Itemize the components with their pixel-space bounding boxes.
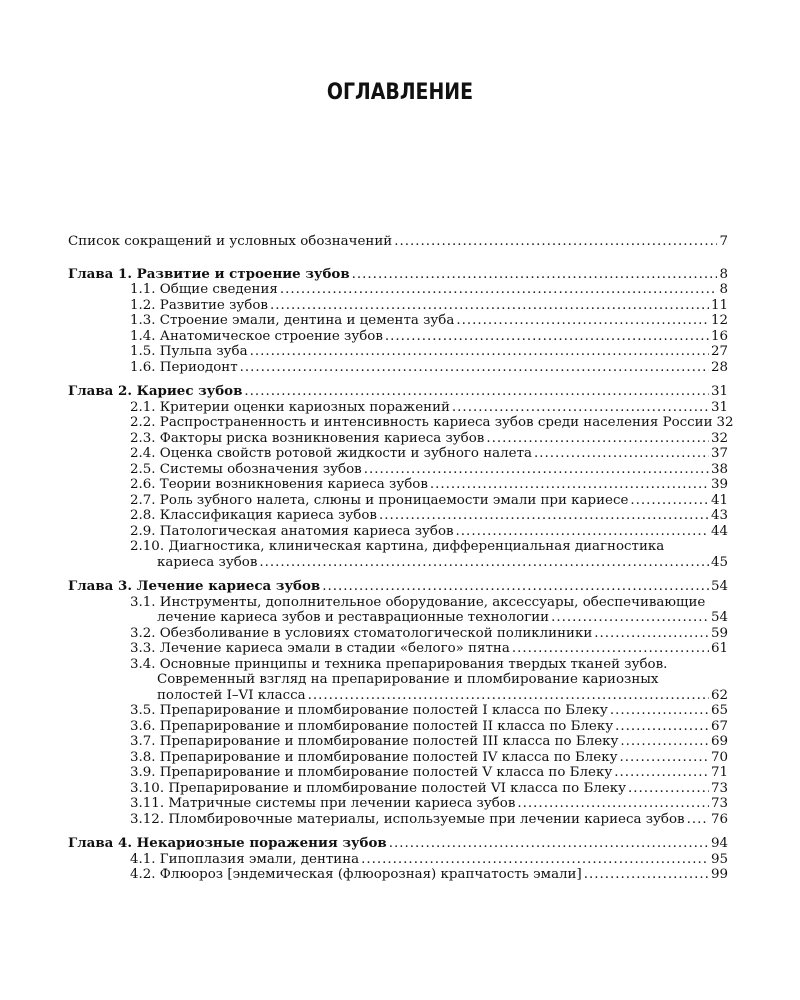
toc-section-title: 3.9. Препарирование и пломбирование полостей V класса по Блеку — [130, 765, 613, 780]
toc-chapter-3[interactable] — [68, 579, 728, 595]
toc-section-title: 2.5. Системы обозначения зубов — [130, 461, 362, 477]
toc-section-title-line: полостей I–VI класса — [157, 687, 306, 703]
toc-chapter-title: Глава 2. Кариес зубов — [68, 383, 243, 399]
toc-page-number: 73 — [710, 780, 728, 796]
toc-section[interactable] — [68, 313, 728, 329]
toc-chapter-2[interactable] — [68, 384, 728, 400]
toc-page-number: 95 — [710, 851, 728, 867]
dot-leader — [280, 282, 718, 298]
toc-section[interactable] — [68, 477, 728, 493]
toc-section[interactable] — [68, 431, 728, 447]
toc-section-title: 1.6. Периодонт — [130, 359, 238, 375]
toc-page-number: 69 — [710, 734, 728, 749]
toc-page-number: 67 — [710, 718, 728, 734]
toc-section-title-line: 2.10. Диагностика, клиническая картина, дифференциальная диагностика — [130, 539, 665, 554]
dot-leader — [687, 812, 709, 828]
dot-leader — [456, 524, 709, 540]
dot-leader — [322, 579, 709, 595]
toc-section-title: 2.9. Патологическая анатомия кариеса зубов — [130, 523, 454, 539]
toc-section[interactable] — [68, 400, 728, 416]
toc-section-title: 3.3. Лечение кариеса эмали в стадии «белого» пятна — [130, 641, 510, 656]
toc-section[interactable] — [68, 360, 728, 376]
dot-leader — [534, 446, 709, 462]
toc-section-title: 2.4. Оценка свойств ротовой жидкости и зубного налета — [130, 446, 532, 461]
toc-section[interactable] — [68, 344, 728, 360]
dot-leader — [551, 610, 709, 626]
toc-page-number: 71 — [710, 765, 728, 780]
toc-page-number: 37 — [710, 446, 728, 461]
toc-section[interactable] — [68, 626, 728, 642]
toc-section[interactable] — [68, 781, 728, 797]
toc-entry-title: Список сокращений и условных обозначений — [68, 234, 393, 249]
toc-section[interactable] — [68, 765, 728, 781]
toc-section-title: 2.3. Факторы риска возникновения кариеса зубов — [130, 430, 485, 446]
page-title: ОГЛАВЛЕНИЕ — [326, 80, 474, 105]
toc-section-title-line: кариеса зубов — [157, 554, 258, 570]
dot-leader — [379, 508, 709, 524]
toc-section[interactable] — [68, 329, 728, 345]
toc-section-title: 3.5. Препарирование и пломбирование полостей I класса по Блеку — [130, 703, 608, 718]
dot-leader — [240, 360, 709, 376]
toc-section-title-line: лечение кариеса зубов и реставрационные технологии — [157, 610, 550, 625]
dot-leader — [619, 750, 708, 766]
toc-section-3-4[interactable] — [68, 657, 728, 704]
dot-leader — [628, 781, 709, 797]
toc-section[interactable] — [68, 852, 728, 868]
toc-page-number: 54 — [710, 610, 728, 625]
toc-page-number: 41 — [710, 492, 728, 508]
dot-leader — [456, 313, 709, 329]
toc-page-number: 32 — [716, 415, 734, 430]
toc-chapter-title: Глава 4. Некариозные поражения зубов — [68, 835, 387, 851]
dot-leader — [610, 703, 709, 719]
dot-leader — [244, 384, 709, 400]
toc-page-number: 99 — [710, 867, 728, 882]
toc-page-number: 45 — [710, 554, 728, 570]
dot-leader — [486, 431, 709, 447]
toc-section-title: 1.2. Развитие зубов — [130, 297, 268, 313]
dot-leader — [615, 719, 709, 735]
toc-page-number: 61 — [710, 641, 728, 656]
dot-leader — [630, 493, 709, 509]
dot-leader — [308, 688, 709, 704]
toc-page-number: 31 — [710, 399, 728, 415]
toc-section-2-10[interactable] — [68, 539, 728, 570]
toc-section-title: 2.6. Теории возникновения кариеса зубов — [130, 477, 428, 492]
dot-leader — [394, 234, 717, 250]
toc-page-number: 8 — [719, 282, 728, 297]
toc-section[interactable] — [68, 446, 728, 462]
toc-page-number: 38 — [710, 461, 728, 477]
toc-section-title: 3.10. Препарирование и пломбирование полостей VI класса по Блеку — [130, 780, 627, 796]
dot-leader — [517, 796, 709, 812]
toc-chapter-title: Глава 1. Развитие и строение зубов — [68, 265, 350, 282]
toc-page-number: 12 — [710, 313, 728, 328]
dot-leader — [512, 641, 709, 657]
toc-section-title: 3.2. Обезболивание в условиях стоматологической поликлиники — [130, 625, 593, 641]
dot-leader — [620, 734, 709, 750]
toc-section[interactable] — [68, 703, 728, 719]
toc-section-title: 3.8. Препарирование и пломбирование полостей IV класса по Блеку — [130, 749, 618, 765]
toc-section[interactable] — [68, 719, 728, 735]
toc-page-number: 11 — [710, 297, 728, 313]
toc-page-number: 8 — [719, 266, 728, 282]
toc-section[interactable] — [68, 493, 728, 509]
toc-section-title: 3.12. Пломбировочные материалы, используемые при лечении кариеса зубов — [130, 811, 685, 827]
toc-page-number: 44 — [710, 523, 728, 539]
toc-section[interactable] — [68, 508, 728, 524]
dot-leader — [259, 555, 709, 571]
toc-section-title-line: 3.1. Инструменты, дополнительное оборудование, аксессуары, обеспечивающие — [130, 594, 706, 610]
toc-section-title: 1.3. Строение эмали, дентина и цемента зуба — [130, 313, 455, 328]
toc-chapter-4[interactable] — [68, 836, 728, 852]
toc-page-number: 70 — [710, 749, 728, 765]
toc-section-title: 4.1. Гипоплазия эмали, дентина — [130, 851, 360, 867]
toc-section-3-1[interactable] — [68, 595, 728, 626]
toc-page-number: 76 — [710, 811, 728, 827]
toc-page-number: 73 — [710, 796, 728, 811]
toc-section[interactable] — [68, 298, 728, 314]
toc-page-number: 32 — [710, 430, 728, 446]
toc-section[interactable] — [68, 641, 728, 657]
toc-section-title: 3.11. Матричные системы при лечении кариеса зубов — [130, 796, 516, 811]
toc-section-title: 2.7. Роль зубного налета, слюны и проницаемости эмали при кариесе — [130, 492, 629, 508]
toc-section-title: 4.2. Флюороз [эндемическая (флюорозная) крапчатость эмали] — [130, 867, 582, 882]
toc-page-number: 28 — [710, 359, 728, 375]
toc-section-title-line: Современный взгляд на препарирование и пломбирование кариозных — [157, 672, 659, 687]
toc-section-title: 1.5. Пульпа зуба — [130, 344, 248, 359]
dot-leader — [250, 344, 709, 360]
toc-section[interactable] — [68, 812, 728, 828]
toc-page-number: 7 — [719, 234, 728, 249]
toc-section-continuation — [130, 610, 728, 626]
toc-section[interactable] — [68, 282, 728, 298]
dot-leader — [614, 765, 709, 781]
toc-section[interactable] — [68, 734, 728, 750]
dot-leader — [389, 836, 709, 852]
toc-page-number: 94 — [710, 836, 728, 851]
toc-section-title: 2.1. Критерии оценки кариозных поражений — [130, 399, 450, 415]
toc-page-number: 54 — [710, 579, 728, 594]
toc-section-title: 2.2. Распространенность и интенсивность кариеса зубов среди населения России — [130, 415, 713, 430]
toc-page-number: 39 — [710, 477, 728, 492]
dot-leader — [452, 400, 709, 416]
toc-section[interactable] — [68, 415, 734, 431]
toc-page-number: 43 — [710, 508, 728, 523]
toc-section-continuation — [130, 688, 728, 704]
dot-leader — [385, 329, 709, 345]
toc-section-title: 1.4. Анатомическое строение зубов — [130, 328, 383, 344]
dot-leader — [430, 477, 709, 493]
toc-section-title: 3.7. Препарирование и пломбирование полостей III класса по Блеку — [130, 734, 619, 749]
toc-page-number: 16 — [710, 328, 728, 344]
toc-section-title: 1.1. Общие сведения — [130, 282, 278, 297]
toc-section-title-line: 3.4. Основные принципы и техника препарирования твердых тканей зубов. — [130, 656, 668, 672]
dot-leader — [270, 298, 709, 314]
dot-leader — [584, 867, 709, 883]
toc-entry-abbreviations[interactable] — [68, 234, 728, 250]
toc-section-title: 3.6. Препарирование и пломбирование полостей II класса по Блеку — [130, 718, 614, 734]
toc-chapter-1[interactable] — [68, 267, 728, 283]
toc-section[interactable] — [68, 462, 728, 478]
toc-section[interactable] — [68, 750, 728, 766]
toc-section-continuation — [130, 555, 728, 571]
dot-leader — [361, 852, 709, 868]
toc-page-number: 62 — [710, 687, 728, 703]
toc-section[interactable] — [68, 524, 728, 540]
toc-page-number: 31 — [710, 384, 728, 399]
dot-leader — [364, 462, 709, 478]
toc-page-number: 65 — [710, 703, 728, 718]
toc-section[interactable] — [68, 796, 728, 812]
dot-leader — [594, 626, 709, 642]
dot-leader — [352, 267, 718, 283]
toc-page-number: 59 — [710, 625, 728, 641]
toc-section[interactable] — [68, 867, 728, 883]
toc-chapter-title: Глава 3. Лечение кариеса зубов — [68, 578, 321, 594]
toc-section-title: 2.8. Классификация кариеса зубов — [130, 508, 377, 523]
toc-page-number: 27 — [710, 344, 728, 359]
table-of-contents — [68, 234, 734, 883]
